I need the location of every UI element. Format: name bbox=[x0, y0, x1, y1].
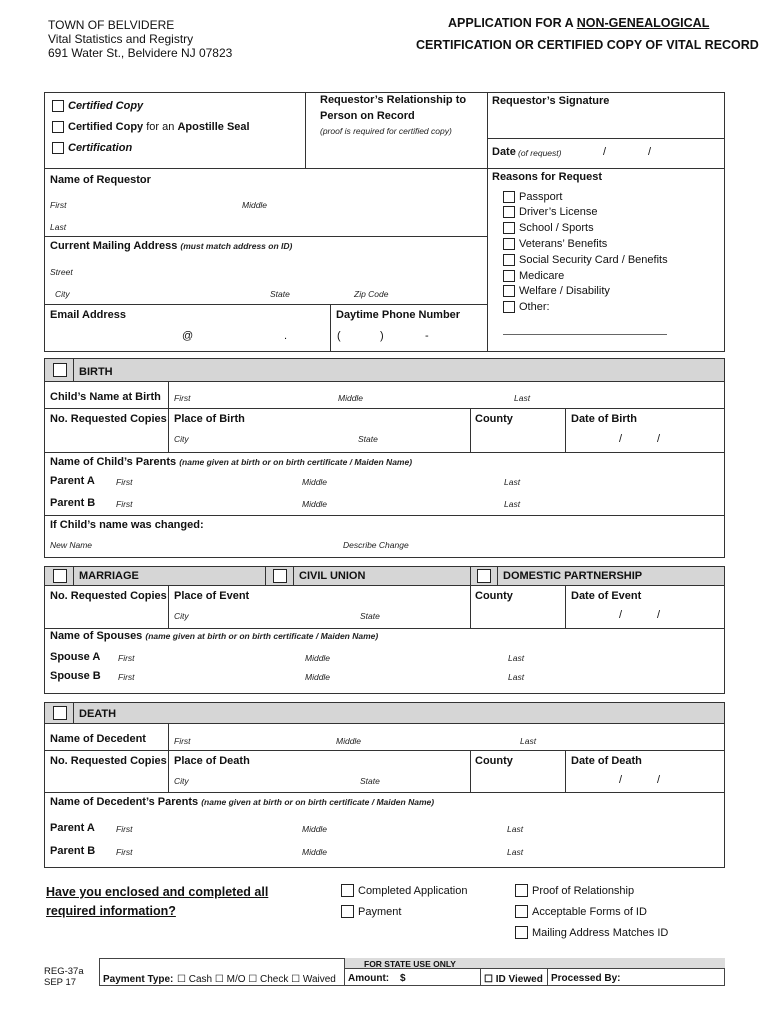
checklist-question-line1: Have you enclosed and completed all bbox=[46, 885, 269, 899]
address-label-text: Current Mailing Address bbox=[50, 240, 178, 252]
apostille-mid: for an bbox=[143, 121, 178, 133]
reason-social-security-checkbox[interactable] bbox=[503, 254, 515, 266]
child-last-hint: Last bbox=[514, 393, 531, 403]
reasons-title: Reasons for Request bbox=[492, 171, 603, 183]
processed-by-label: Processed By: bbox=[551, 973, 621, 984]
reason-welfare-checkbox[interactable] bbox=[503, 285, 515, 297]
event-city-hint: City bbox=[174, 611, 189, 621]
decedent-name-label: Name of Decedent bbox=[50, 733, 146, 745]
divider bbox=[497, 566, 498, 586]
phone-paren-open: ( bbox=[337, 330, 341, 342]
decedent-parents-label bbox=[50, 796, 434, 808]
org-dept: Vital Statistics and Registry bbox=[48, 32, 194, 46]
certification-checkbox[interactable] bbox=[52, 142, 64, 154]
dod-slash: / bbox=[657, 774, 661, 786]
phone-paren-close: ) bbox=[380, 330, 384, 342]
death-title: DEATH bbox=[79, 708, 117, 720]
apostille-label bbox=[68, 121, 250, 133]
birth-title: BIRTH bbox=[79, 366, 113, 378]
domestic-partnership-title: DOMESTIC PARTNERSHIP bbox=[503, 570, 643, 582]
apostille-prefix: Certified Copy bbox=[68, 121, 144, 133]
name-changed-label: If Child’s name was changed: bbox=[50, 519, 204, 531]
child-parents-label bbox=[50, 456, 412, 468]
date-of-death-label: Date of Death bbox=[571, 755, 642, 767]
date-of-event-label: Date of Event bbox=[571, 590, 642, 602]
divider bbox=[265, 566, 266, 586]
reason-medicare-label: Medicare bbox=[519, 270, 565, 282]
place-of-birth-label: Place of Birth bbox=[174, 413, 245, 425]
birth-city-hint: City bbox=[174, 434, 189, 444]
last-name-hint: Last bbox=[50, 222, 67, 232]
death-city-hint: City bbox=[174, 776, 189, 786]
spouse-b-last-hint: Last bbox=[508, 672, 525, 682]
childs-name-label: Child’s Name at Birth bbox=[50, 391, 161, 403]
child-parents-text: Name of Child’s Parents bbox=[50, 456, 177, 468]
parent-a-label: Parent A bbox=[50, 475, 95, 487]
birth-copies-label: No. Requested Copies bbox=[50, 413, 167, 425]
dob-slash: / bbox=[619, 433, 623, 445]
acceptable-id-label: Acceptable Forms of ID bbox=[532, 906, 647, 918]
decedent-middle-hint: Middle bbox=[336, 736, 362, 746]
divider bbox=[44, 168, 487, 169]
middle-name-hint: Middle bbox=[242, 200, 268, 210]
reason-passport-checkbox[interactable] bbox=[503, 191, 515, 203]
death-state-hint: State bbox=[360, 776, 380, 786]
divider bbox=[168, 724, 169, 792]
decedent-parent-b-middle-hint: Middle bbox=[302, 847, 328, 857]
completed-application-checkbox[interactable] bbox=[341, 884, 354, 897]
divider bbox=[487, 168, 725, 169]
reason-license-label: Driver’s License bbox=[519, 206, 598, 218]
payment-checkbox[interactable] bbox=[341, 905, 354, 918]
divider bbox=[73, 566, 74, 586]
form-title-underlined: NON-GENEALOGICAL bbox=[576, 16, 710, 30]
reason-passport-label: Passport bbox=[519, 191, 563, 203]
reason-veterans-checkbox[interactable] bbox=[503, 238, 515, 250]
date-note: (of request) bbox=[518, 148, 562, 158]
divider bbox=[44, 236, 487, 237]
form-id: REG-37a bbox=[44, 966, 84, 977]
marriage-copies-label: No. Requested Copies bbox=[50, 590, 167, 602]
dob-slash: / bbox=[657, 433, 661, 445]
amount-dollar: $ bbox=[400, 973, 406, 984]
first-name-hint: First bbox=[50, 200, 67, 210]
amount-label: Amount: bbox=[348, 973, 390, 984]
new-name-hint: New Name bbox=[50, 540, 93, 550]
divider bbox=[44, 515, 725, 516]
parent-b-last-hint: Last bbox=[504, 499, 521, 509]
divider bbox=[565, 408, 566, 452]
decedent-first-hint: First bbox=[174, 736, 191, 746]
state-hint: State bbox=[270, 289, 290, 299]
divider bbox=[487, 92, 488, 352]
place-of-death-label: Place of Death bbox=[174, 755, 250, 767]
child-parents-note: (name given at birth or on birth certificate / Maiden Name) bbox=[179, 457, 413, 467]
spouse-b-first-hint: First bbox=[118, 672, 135, 682]
decedent-parents-text: Name of Decedent’s Parents bbox=[50, 796, 199, 808]
certification-label: Certification bbox=[68, 142, 133, 154]
form-title-line1 bbox=[448, 16, 709, 30]
domestic-partnership-checkbox[interactable] bbox=[477, 569, 491, 583]
dod-slash: / bbox=[619, 774, 623, 786]
reason-school-label: School / Sports bbox=[519, 222, 594, 234]
divider bbox=[44, 304, 487, 305]
email-at: @ bbox=[182, 330, 194, 342]
reason-social-security-label: Social Security Card / Benefits bbox=[519, 254, 668, 266]
form-title-prefix: APPLICATION FOR A bbox=[448, 16, 577, 30]
decedent-parent-b-last-hint: Last bbox=[507, 847, 524, 857]
divider bbox=[470, 750, 471, 792]
child-first-hint: First bbox=[174, 393, 191, 403]
divider bbox=[168, 382, 169, 452]
address-label bbox=[50, 240, 292, 252]
marriage-title: MARRIAGE bbox=[79, 570, 139, 582]
apostille-checkbox[interactable] bbox=[52, 121, 64, 133]
decedent-parent-a-first-hint: First bbox=[116, 824, 133, 834]
reason-welfare-label: Welfare / Disability bbox=[519, 285, 610, 297]
address-note: (must match address on ID) bbox=[180, 241, 293, 251]
spouse-b-middle-hint: Middle bbox=[305, 672, 331, 682]
event-state-hint: State bbox=[360, 611, 380, 621]
date-label: Date bbox=[492, 146, 516, 158]
parent-b-middle-hint: Middle bbox=[302, 499, 328, 509]
payment-type-label: Payment Type: bbox=[103, 974, 174, 985]
doe-slash: / bbox=[657, 609, 661, 621]
divider bbox=[565, 750, 566, 792]
divider bbox=[44, 792, 725, 793]
divider bbox=[470, 408, 471, 452]
parent-a-last-hint: Last bbox=[504, 477, 521, 487]
form-title-line2: CERTIFICATION OR CERTIFIED COPY OF VITAL RECORD bbox=[416, 38, 759, 52]
payment-label: Payment bbox=[358, 906, 402, 918]
street-hint: Street bbox=[50, 267, 73, 277]
date-slash: / bbox=[603, 146, 607, 158]
divider bbox=[330, 304, 331, 352]
spouse-a-first-hint: First bbox=[118, 653, 135, 663]
proof-of-relationship-checkbox[interactable] bbox=[515, 884, 528, 897]
decedent-parent-a-middle-hint: Middle bbox=[302, 824, 328, 834]
city-hint: City bbox=[55, 289, 70, 299]
doe-slash: / bbox=[619, 609, 623, 621]
certified-copy-checkbox[interactable] bbox=[52, 100, 64, 112]
signature-label: Requestor’s Signature bbox=[492, 95, 610, 107]
parent-a-middle-hint: Middle bbox=[302, 477, 328, 487]
parent-a-first-hint: First bbox=[116, 477, 133, 487]
marriage-county-label: County bbox=[475, 590, 513, 602]
proof-of-relationship-label: Proof of Relationship bbox=[532, 885, 635, 897]
child-middle-hint: Middle bbox=[338, 393, 364, 403]
divider bbox=[470, 566, 471, 586]
parent-b-first-hint: First bbox=[116, 499, 133, 509]
divider bbox=[470, 586, 471, 628]
birth-county-label: County bbox=[475, 413, 513, 425]
divider bbox=[547, 969, 548, 986]
divider bbox=[168, 586, 169, 628]
reason-school-checkbox[interactable] bbox=[503, 222, 515, 234]
email-dot: . bbox=[284, 330, 288, 342]
address-matches-id-checkbox[interactable] bbox=[515, 926, 528, 939]
date-of-birth-label: Date of Birth bbox=[571, 413, 637, 425]
phone-dash: - bbox=[425, 330, 429, 342]
id-viewed[interactable]: ☐ ID Viewed bbox=[484, 974, 543, 985]
relationship-note: (proof is required for certified copy) bbox=[320, 126, 452, 136]
zip-hint: Zip Code bbox=[354, 289, 389, 299]
decedent-parent-a-label: Parent A bbox=[50, 822, 95, 834]
birth-checkbox[interactable] bbox=[53, 363, 67, 377]
divider bbox=[293, 566, 294, 586]
certified-copy-label: Certified Copy bbox=[68, 100, 144, 112]
divider bbox=[73, 358, 74, 382]
death-header bbox=[44, 702, 725, 724]
divider bbox=[487, 138, 725, 139]
divider bbox=[44, 408, 725, 409]
divider bbox=[44, 750, 725, 751]
acceptable-id-checkbox[interactable] bbox=[515, 905, 528, 918]
spouse-a-label: Spouse A bbox=[50, 651, 101, 663]
relationship-label-line1: Requestor’s Relationship to bbox=[320, 94, 467, 106]
spouse-b-label: Spouse B bbox=[50, 670, 101, 682]
state-use-label: FOR STATE USE ONLY bbox=[364, 959, 456, 969]
divider bbox=[305, 92, 306, 168]
divider bbox=[565, 586, 566, 628]
other-reason-line[interactable] bbox=[503, 334, 667, 335]
describe-change-hint: Describe Change bbox=[343, 540, 409, 550]
death-section bbox=[44, 702, 725, 868]
address-matches-id-label: Mailing Address Matches ID bbox=[532, 927, 669, 939]
decedent-parent-b-label: Parent B bbox=[50, 845, 96, 857]
civil-union-checkbox[interactable] bbox=[273, 569, 287, 583]
completed-application-label: Completed Application bbox=[358, 885, 468, 897]
date-slash: / bbox=[648, 146, 652, 158]
birth-header bbox=[44, 358, 725, 382]
reason-other-checkbox[interactable] bbox=[503, 301, 515, 313]
reason-medicare-checkbox[interactable] bbox=[503, 270, 515, 282]
org-name: TOWN OF BELVIDERE bbox=[48, 18, 175, 32]
birth-state-hint: State bbox=[358, 434, 378, 444]
relationship-label-line2: Person on Record bbox=[320, 110, 415, 122]
spouse-a-last-hint: Last bbox=[508, 653, 525, 663]
payment-type-options[interactable]: ☐ Cash ☐ M/O ☐ Check ☐ Waived bbox=[177, 974, 336, 985]
decedent-last-hint: Last bbox=[520, 736, 537, 746]
reason-other-label: Other: bbox=[519, 301, 550, 313]
civil-union-title: CIVIL UNION bbox=[299, 570, 366, 582]
decedent-parent-b-first-hint: First bbox=[116, 847, 133, 857]
phone-label: Daytime Phone Number bbox=[336, 309, 461, 321]
divider bbox=[480, 969, 481, 986]
checklist-question-line2: required information? bbox=[46, 904, 176, 918]
form-date: SEP 17 bbox=[44, 977, 77, 988]
divider bbox=[344, 958, 345, 986]
org-address: 691 Water St., Belvidere NJ 07823 bbox=[48, 46, 233, 60]
divider bbox=[73, 702, 74, 724]
spouses-label bbox=[50, 630, 378, 642]
decedent-parent-a-last-hint: Last bbox=[507, 824, 524, 834]
place-of-event-label: Place of Event bbox=[174, 590, 250, 602]
reason-license-checkbox[interactable] bbox=[503, 206, 515, 218]
divider bbox=[44, 628, 725, 629]
email-label: Email Address bbox=[50, 309, 127, 321]
death-copies-label: No. Requested Copies bbox=[50, 755, 167, 767]
death-checkbox[interactable] bbox=[53, 706, 67, 720]
parent-b-label: Parent B bbox=[50, 497, 96, 509]
spouses-note: (name given at birth or on birth certificate / Maiden Name) bbox=[145, 631, 379, 641]
reason-veterans-label: Veterans’ Benefits bbox=[519, 238, 608, 250]
decedent-parents-note: (name given at birth or on birth certificate / Maiden Name) bbox=[201, 797, 435, 807]
apostille-bold: Apostille Seal bbox=[177, 121, 250, 133]
divider bbox=[44, 452, 725, 453]
spouse-a-middle-hint: Middle bbox=[305, 653, 331, 663]
death-county-label: County bbox=[475, 755, 513, 767]
spouses-text: Name of Spouses bbox=[50, 630, 143, 642]
marriage-checkbox[interactable] bbox=[53, 569, 67, 583]
requestor-name-label: Name of Requestor bbox=[50, 174, 151, 186]
